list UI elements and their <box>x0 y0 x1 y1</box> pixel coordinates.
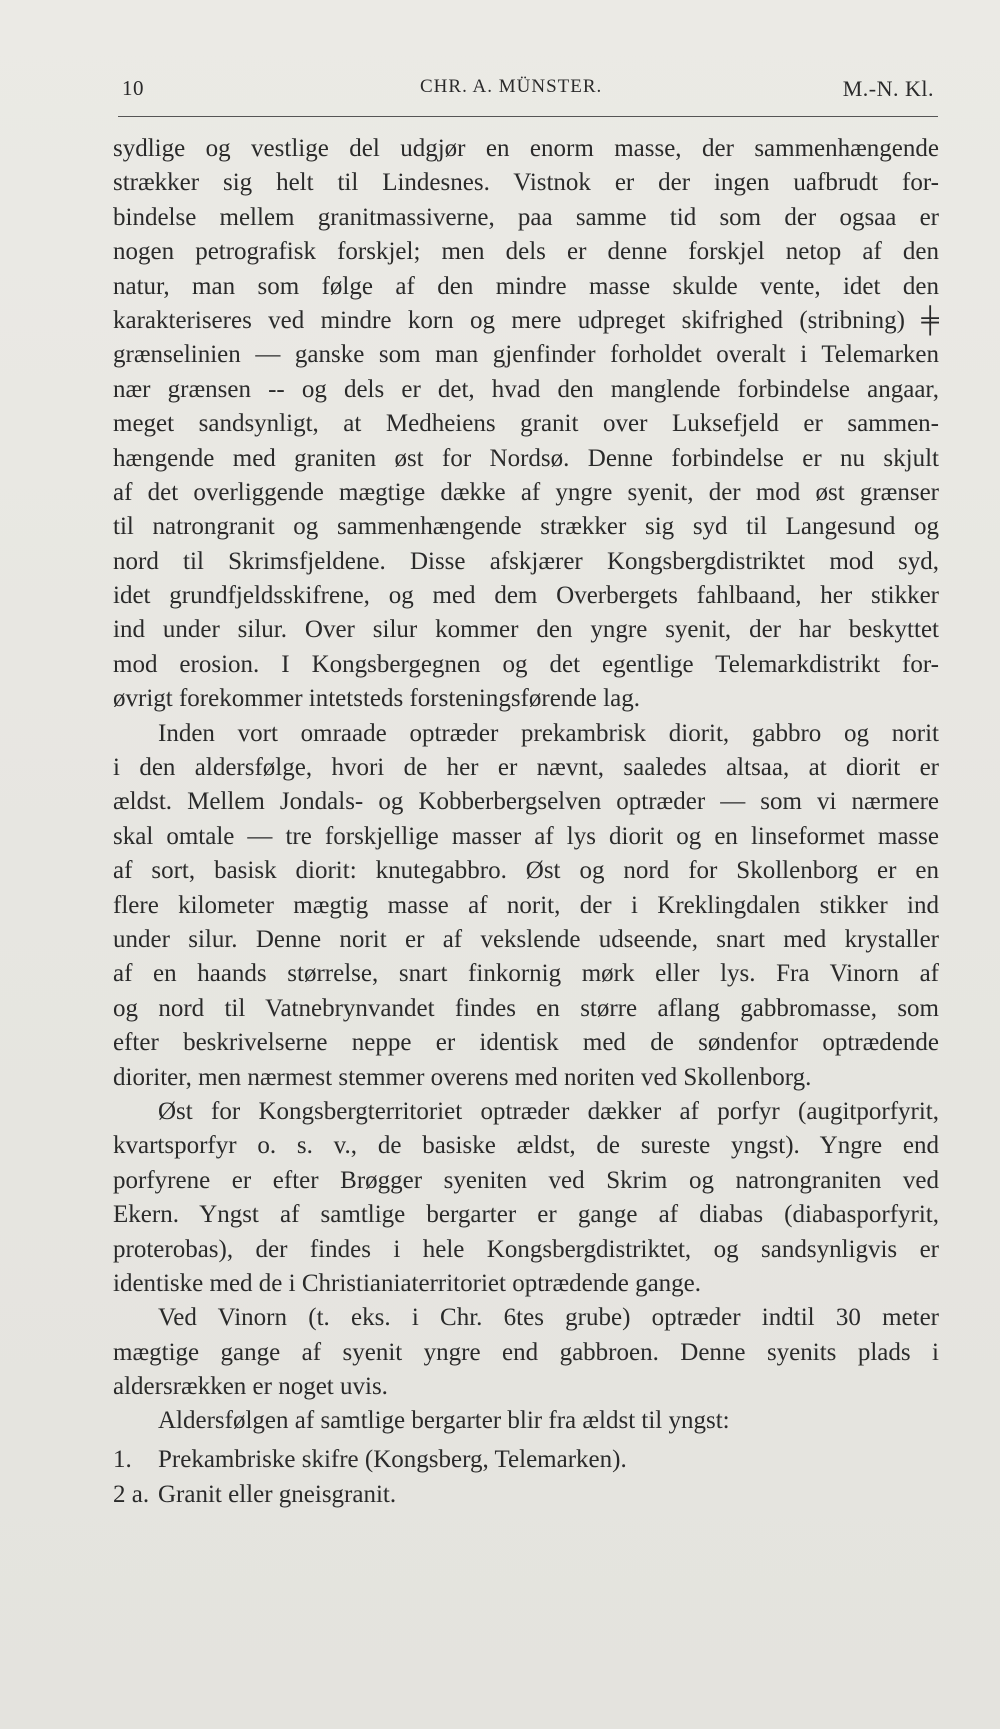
text-line: øvrigt forekommer intetsteds forsteningsførende lag. <box>113 685 640 713</box>
running-header <box>118 76 940 116</box>
text-line: nord til Skrimsfjeldene. Disse afskjærer Kongsbergdistriktet mod syd, <box>113 547 939 575</box>
text-line: meget sandsynligt, at Medheiens granit over Luksefjeld er sammen- <box>113 410 939 438</box>
text-line: flere kilometer mægtig masse af norit, der i Kreklingdalen stikker ind <box>113 891 939 919</box>
text-line: natur, man som følge af den mindre masse skulde vente, idet den <box>113 272 939 300</box>
text-line: og nord til Vatnebrynvandet findes en større aflang gabbromasse, som <box>113 994 939 1022</box>
running-author: CHR. A. MÜNSTER. <box>420 76 603 97</box>
text-line: grænselinien — ganske som man gjenfinder forholdet overalt i Telemarken <box>113 341 939 369</box>
list-item-text: Prekambriske skifre (Kongsberg, Telemarken). <box>158 1446 627 1474</box>
text-line: mægtige gange af syenit yngre end gabbroen. Denne syenits plads i <box>113 1338 939 1366</box>
text-line: under silur. Denne norit er af vekslende udseende, snart med krystaller <box>113 925 939 953</box>
text-line: Ved Vinorn (t. eks. i Chr. 6tes grube) optræder indtil 30 meter <box>158 1304 939 1332</box>
text-line: af sort, basisk diorit: knutegabbro. Øst og nord for Skollenborg er en <box>113 857 939 885</box>
text-line: Ekern. Yngst af samtlige bergarter er gange af diabas (diabasporfyrit, <box>113 1201 939 1229</box>
running-section: M.-N. Kl. <box>842 76 934 101</box>
list-item-number: 2 a. <box>113 1480 150 1508</box>
text-line: Aldersfølgen af samtlige bergarter blir fra ældst til yngst: <box>158 1407 730 1435</box>
text-line: bindelse mellem granitmassiverne, paa samme tid som der ogsaa er <box>113 203 939 231</box>
text-line: proterobas), der findes i hele Kongsbergdistriktet, og sandsynligvis er <box>113 1235 939 1263</box>
text-line: nogen petrografisk forskjel; men dels er denne forskjel netop af den <box>113 238 939 266</box>
list-item <box>113 1478 939 1512</box>
text-line: Øst for Kongsbergterritoriet optræder dækker af porfyr (augitporfyrit, <box>158 1097 939 1125</box>
list-item <box>113 1443 939 1477</box>
page-number: 10 <box>122 76 144 100</box>
text-line: nær grænsen -- og dels er det, hvad den manglende forbindelse angaar, <box>113 375 939 403</box>
text-line: strækker sig helt til Lindesnes. Vistnok er der ingen uafbrudt for- <box>113 169 939 197</box>
header-rule <box>118 116 938 117</box>
text-line: i den aldersfølge, hvori de her er nævnt, saaledes altsaa, at diorit er <box>113 754 939 782</box>
text-line: hængende med graniten øst for Nordsø. Denne forbindelse er nu skjult <box>113 444 939 472</box>
text-line: karakteriseres ved mindre korn og mere udpreget skifrighed (stribning) ╪ <box>113 306 939 334</box>
text-line: ind under silur. Over silur kommer den yngre syenit, der har beskyttet <box>113 616 939 644</box>
text-line: Inden vort omraade optræder prekambrisk diorit, gabbro og norit <box>158 719 939 747</box>
text-line: skal omtale — tre forskjellige masser af lys diorit og en linseformet masse <box>113 822 939 850</box>
list-item-number: 1. <box>113 1446 132 1474</box>
text-line: af en haands størrelse, snart finkornig mørk eller lys. Fra Vinorn af <box>113 960 939 988</box>
text-line: ældst. Mellem Jondals- og Kobberbergselven optræder — som vi nærmere <box>113 788 939 816</box>
text-line: sydlige og vestlige del udgjør en enorm masse, der sammenhængende <box>113 135 939 162</box>
text-line: af det overliggende mægtige dække af yngre syenit, der mod øst grænser <box>113 478 939 506</box>
text-line: dioriter, men nærmest stemmer overens med noriten ved Skollenborg. <box>113 1063 812 1091</box>
body-text <box>113 132 939 1439</box>
text-line: idet grundfjeldsskifrene, og med dem Overbergets fahlbaand, her stikker <box>113 582 939 610</box>
text-line: identiske med de i Christianiaterritoriet optrædende gange. <box>113 1269 702 1297</box>
text-line: efter beskrivelserne neppe er identisk med de søndenfor optrædende <box>113 1029 939 1057</box>
text-line: kvartsporfyr o. s. v., de basiske ældst, de sureste yngst). Yngre end <box>113 1132 939 1160</box>
text-line: aldersrækken er noget uvis. <box>113 1373 388 1401</box>
text-line: mod erosion. I Kongsbergegnen og det egentlige Telemarkdistrikt for- <box>113 650 939 678</box>
age-sequence-list <box>113 1443 939 1512</box>
list-item-text: Granit eller gneisgranit. <box>158 1480 397 1508</box>
text-line: porfyrene er efter Brøgger syeniten ved Skrim og natrongraniten ved <box>113 1166 939 1194</box>
text-line: til natrongranit og sammenhængende strækker sig syd til Langesund og <box>113 513 939 541</box>
